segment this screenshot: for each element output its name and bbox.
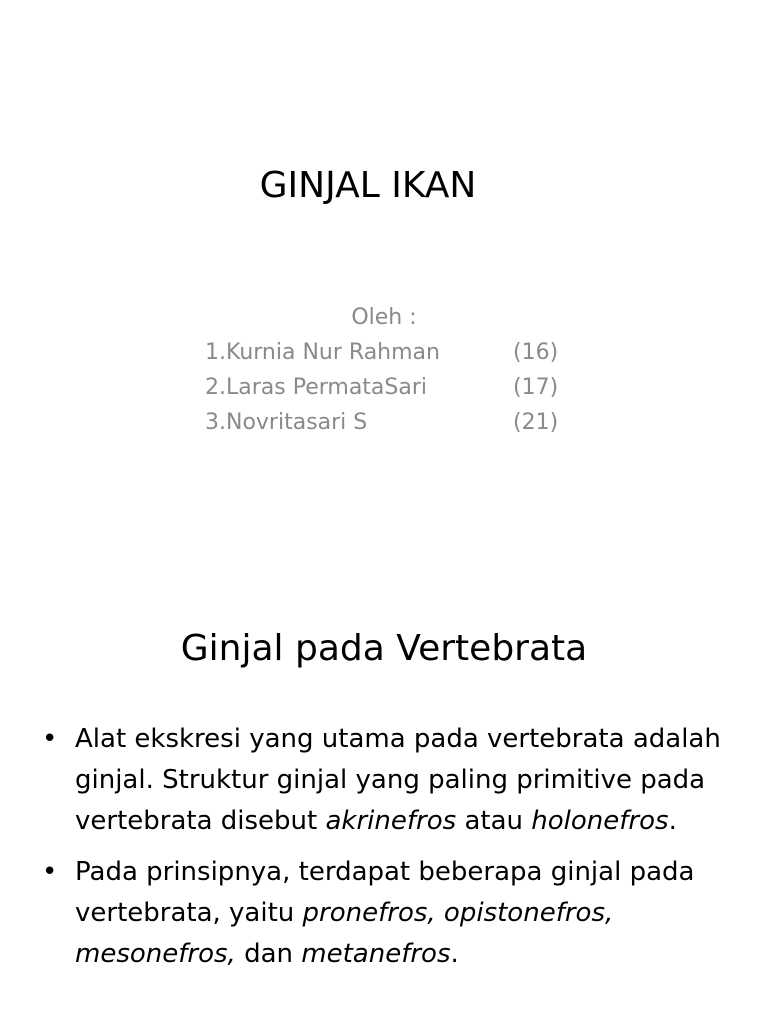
member-number: (17) (513, 375, 559, 400)
bullet-text: dan (235, 939, 302, 969)
bullet-text: Alat ekskresi yang utama pada vertebrata adalah ginjal. Struktur ginjal yang paling primitive pada vertebrata disebut (75, 724, 721, 836)
bullet-italic-term: akrinefros (325, 806, 457, 836)
member-row (0, 370, 768, 405)
by-label: Oleh : (351, 305, 417, 330)
member-number: (16) (513, 340, 559, 365)
bullet-text: . (450, 939, 459, 969)
bullet-italic-term: metanefros (301, 939, 451, 969)
member-name: 1.Kurnia Nur Rahman (205, 340, 440, 365)
bullet-text: Pada prinsipnya, terdapat beberapa ginjal pada vertebrata, yaitu (75, 857, 695, 928)
content-slide (0, 576, 768, 1024)
member-row (0, 405, 768, 440)
member-number: (21) (513, 410, 559, 435)
slide-title: GINJAL IKAN (259, 165, 477, 206)
bullet-item (0, 719, 768, 842)
bullet-italic-term: holonefros (531, 806, 669, 836)
bullet-text: atau (456, 806, 532, 836)
bullet-italic-term: pronefros, opistonefros, mesonefros, (75, 898, 614, 969)
bullet-list (0, 719, 768, 985)
authors-block (0, 300, 768, 440)
member-name: 3.Novritasari S (205, 410, 368, 435)
bullet-marker: • (42, 724, 58, 754)
bullet-item (0, 852, 768, 975)
bullet-text: . (668, 806, 677, 836)
member-name: 2.Laras PermataSari (205, 375, 428, 400)
bullet-marker: • (42, 857, 58, 887)
slide-heading: Ginjal pada Vertebrata (180, 628, 588, 669)
member-row (0, 335, 768, 370)
